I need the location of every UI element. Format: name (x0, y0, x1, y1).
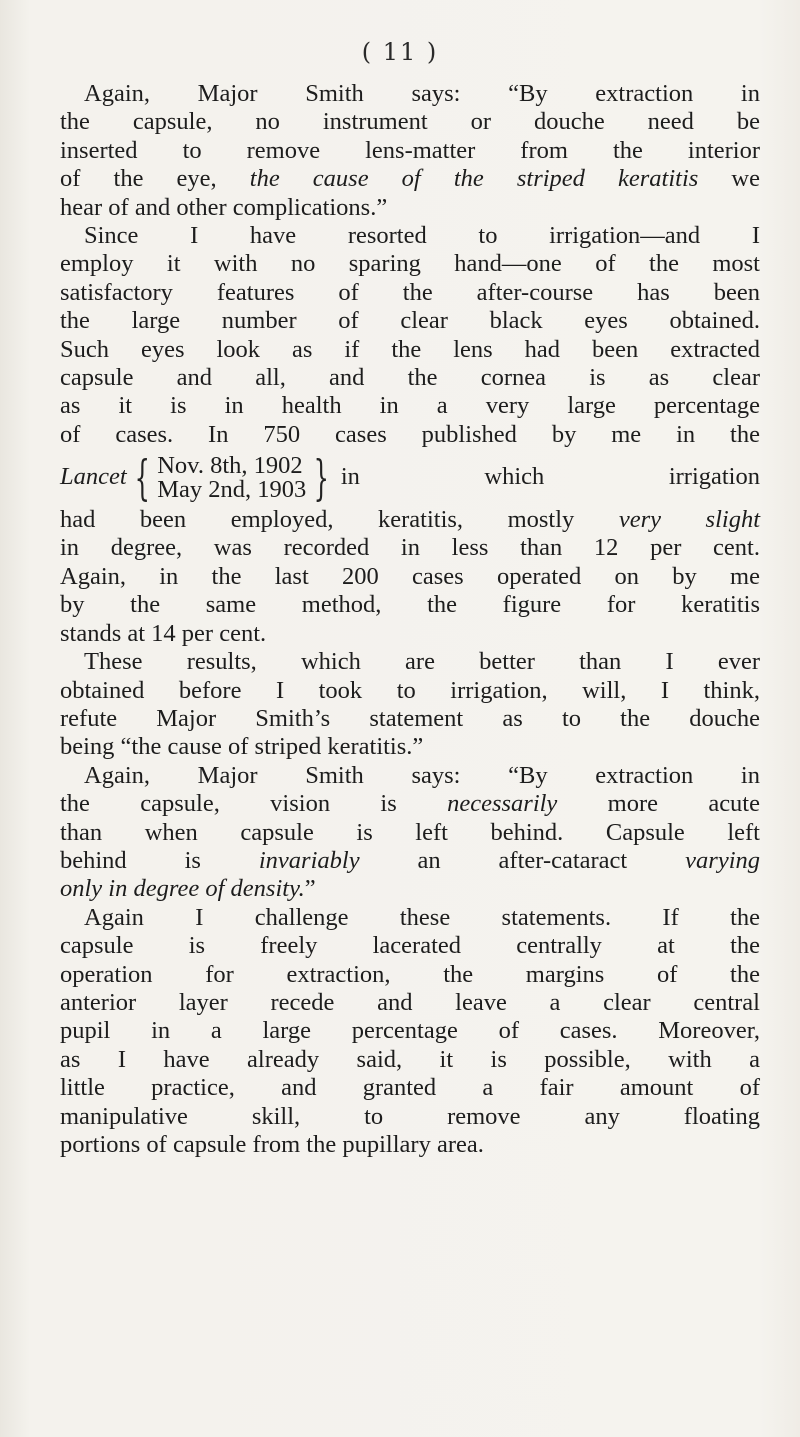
page-number: ( 11 ) (361, 38, 439, 66)
text-line: Such eyes look as if the lens had been extracted (60, 335, 760, 363)
italic-phrase: necessarily (447, 790, 558, 818)
journal-name: Lancet (60, 463, 127, 491)
text-line: manipulative skill, to remove any floating (60, 1102, 760, 1130)
text-line: stands at 14 per cent. (60, 619, 267, 647)
text-line: Again, Major Smith says: “By extraction in (84, 761, 760, 789)
citation-dates (157, 451, 307, 503)
text-line: hear of and other complications.” (60, 193, 388, 221)
citation-date-2: May 2nd, 1903 (157, 475, 307, 503)
text-line: the large number of clear black eyes obtained. (60, 307, 760, 335)
text-segment: had been employed, keratitis, mostly (60, 506, 619, 534)
text-line (60, 165, 760, 193)
text-line: the capsule, no instrument or douche need be (60, 108, 760, 136)
paragraph-4 (60, 762, 760, 904)
text-line (60, 506, 760, 534)
italic-phrase: very slight (618, 506, 761, 534)
paragraph-2 (60, 222, 760, 648)
text-line: of cases. In 750 cases published by me in the (60, 420, 760, 448)
text-line (60, 790, 760, 818)
paragraph-3 (60, 648, 760, 762)
citation-tail (337, 463, 760, 491)
text-line: as I have already said, it is possible, with a (60, 1045, 760, 1073)
text-line: Again I challenge these statements. If the (84, 903, 760, 931)
citation-date-1: Nov. 8th, 1902 (157, 451, 303, 479)
italic-phrase: the cause of the striped keratitis (249, 165, 699, 193)
text-line: by the same method, the figure for keratitis (60, 591, 760, 619)
text-line: operation for extraction, the margins of the (60, 960, 760, 988)
text-segment: more acute (557, 790, 760, 818)
text-line: satisfactory features of the after-course has been (60, 278, 760, 306)
text-segment: an after-cataract (359, 846, 686, 874)
text-line: than when capsule is left behind. Capsule left (60, 818, 760, 846)
text-line (60, 847, 760, 875)
text-line: in degree, was recorded in less than 12 per cent. (60, 534, 760, 562)
text-line: as it is in health in a very large percentage (60, 392, 760, 420)
paragraph-5 (60, 904, 760, 1160)
text-segment: the capsule, vision is (60, 790, 448, 818)
text-line: anterior layer recede and leave a clear central (60, 988, 760, 1016)
left-brace: { (134, 449, 150, 506)
text-segment: behind is (60, 846, 259, 874)
text-segment: we (698, 165, 760, 193)
text-line: obtained before I took to irrigation, will, I think, (60, 676, 760, 704)
italic-phrase: invariably (258, 846, 360, 874)
italic-phrase: varying (685, 846, 761, 874)
text-line: capsule is freely lacerated centrally at the (60, 932, 760, 960)
text-line: Since I have resorted to irrigation—and I (84, 222, 760, 250)
text-line: pupil in a large percentage of cases. Moreover, (60, 1017, 760, 1045)
italic-phrase: only in degree of density. (60, 875, 305, 903)
text-segment: in which irrigation (340, 463, 760, 491)
right-brace: } (313, 449, 330, 506)
text-line: Again, Major Smith says: “By extraction in (84, 80, 760, 107)
text-line: employ it with no sparing hand—one of the most (60, 250, 760, 278)
text-line: These results, which are better than I ever (84, 648, 760, 676)
text-line: refute Major Smith’s statement as to the douche (60, 704, 760, 732)
text-line: being “the cause of striped keratitis.” (60, 733, 424, 761)
body-text (60, 80, 760, 1159)
text-line: portions of capsule from the pupillary area. (60, 1131, 484, 1159)
text-line: Again, in the last 200 cases operated on by me (60, 562, 760, 590)
text-line: capsule and all, and the cornea is as clear (60, 364, 760, 392)
text-segment: ” (304, 875, 316, 903)
text-line (60, 875, 760, 903)
text-segment: of the eye, (60, 165, 250, 193)
text-line: inserted to remove lens-matter from the interior (60, 136, 760, 164)
text-line: little practice, and granted a fair amount of (60, 1074, 760, 1102)
citation-line (60, 449, 760, 506)
paragraph-1 (60, 80, 760, 222)
